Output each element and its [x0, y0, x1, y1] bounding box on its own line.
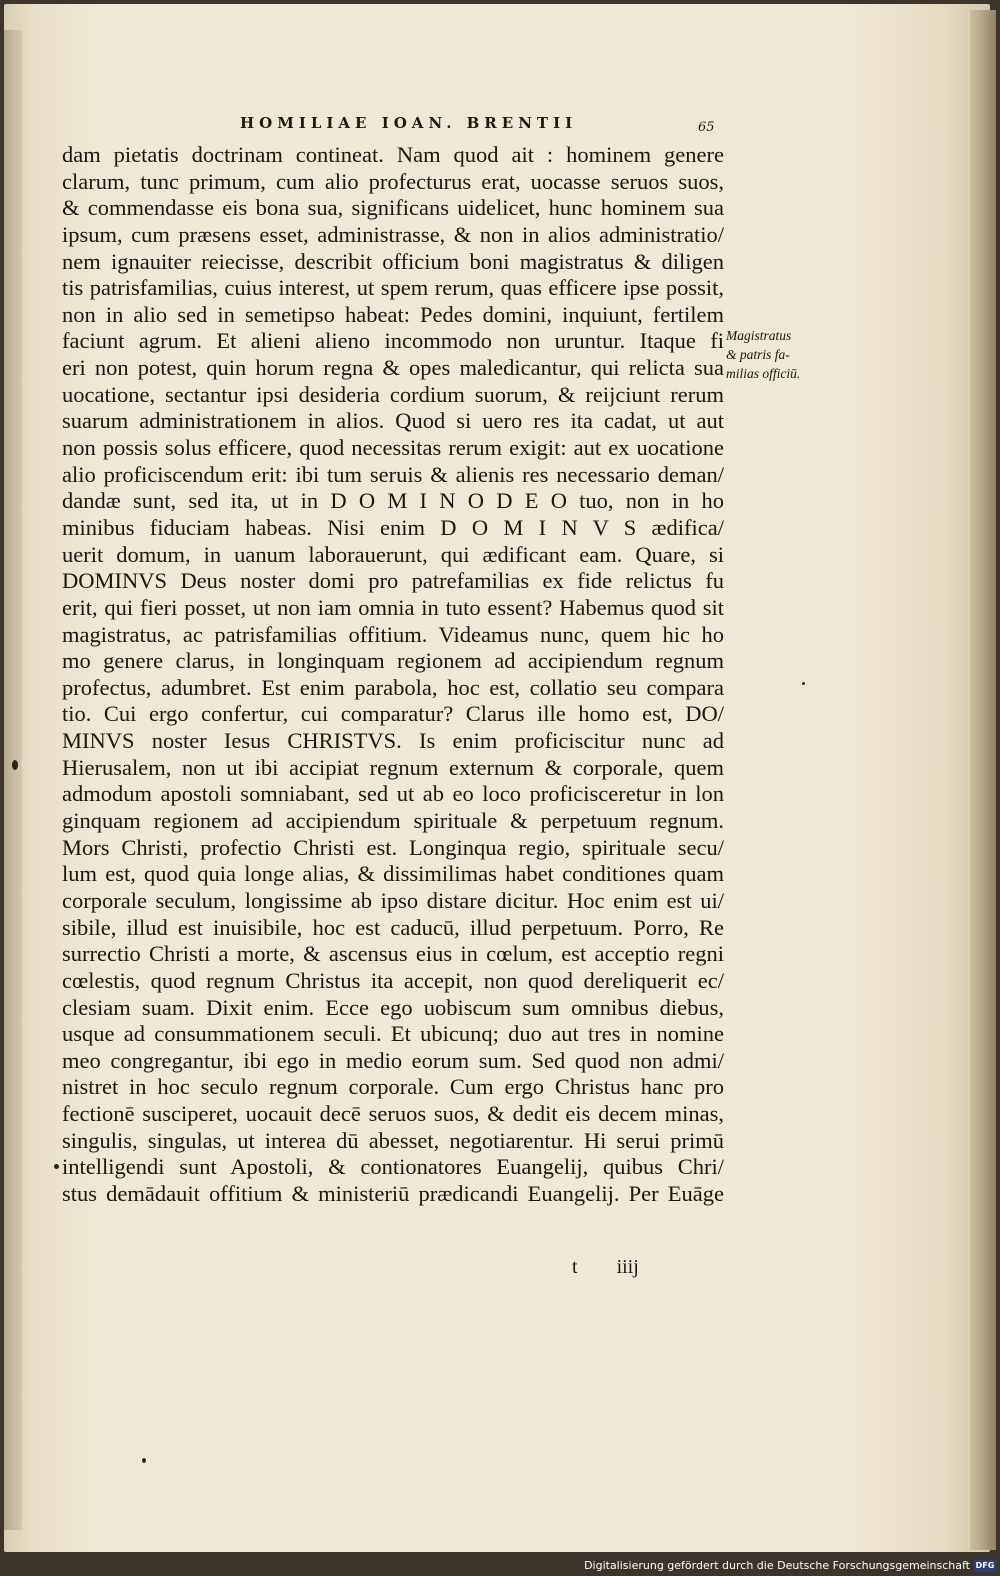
marginal-note-line: Magistratus	[726, 328, 792, 343]
dfg-logo: DFG	[975, 1561, 995, 1570]
text-line: dam pietatis doctrinam contineat. Nam quod ait : hominem genere	[62, 142, 724, 167]
text-line: stus demādauit offitium & ministeriū prædicandi Euangelij. Per Euāge	[62, 1180, 724, 1206]
ink-spot	[142, 1458, 146, 1463]
text-line: clesiam suam. Dixit enim. Ecce ego uobiscum sum omnibus diebus,	[62, 994, 724, 1020]
text-line: erit, qui fieri posset, ut non iam omnia in tuto essent? Habemus quod sit	[62, 594, 724, 620]
text-line: tio. Cui ergo confertur, cui comparatur? Clarus ille homo est, DO/	[62, 701, 724, 727]
ink-spot	[54, 1164, 59, 1169]
page-edge	[970, 10, 996, 1550]
text-line: tis patrisfamilias, cuius interest, ut spem rerum, quas efficere ipse possit,	[62, 275, 724, 301]
text-line: non in alio sed in semetipso habeat: Pedes domini, inquiunt, fertilem	[62, 301, 724, 327]
marginal-note-line: & patris fa-	[726, 347, 790, 362]
text-line: sibile, illud est inuisibile, hoc est caducū, illud perpetuum. Porro, Re	[62, 914, 724, 940]
text-line: dandæ sunt, sed ita, ut in D O M I N O D E O tuo, non in ho	[62, 488, 724, 514]
text-line: admodum apostoli somniabant, sed ut ab eo loco proficisceretur in lon	[62, 781, 724, 807]
running-title: HOMILIAE IOAN. BRENTII	[240, 114, 578, 132]
text-line: uerit domum, in uanum laborauerunt, qui ædificant eam. Quare, si	[62, 541, 724, 567]
dfg-credit: Digitalisierung gefördert durch die Deutsche Forschungsgemeinschaft	[584, 1559, 970, 1572]
text-line: corporale seculum, longissime ab ipso distare dicitur. Hoc enim est ui/	[62, 887, 724, 913]
text-line: nem ignauiter reiecisse, describit officium boni magistratus & diligen	[62, 248, 724, 274]
text-line: nistret in hoc seculo regnum corporale. Cum ergo Christus hanc pro	[62, 1074, 724, 1100]
text-line: singulis, singulas, ut interea dū abesset, negotiarentur. Hi serui primū	[62, 1127, 724, 1153]
text-line: non possis solus efficere, quod necessitas rerum exigit: aut ex uocatione	[62, 435, 724, 461]
text-line: uocatione, sectantur ipsi desideria cordium suorum, & reijciunt rerum	[62, 381, 724, 407]
signature-mark	[572, 1256, 673, 1279]
text-line: Hierusalem, non ut ibi accipiat regnum externum & corporale, quem	[62, 754, 724, 780]
text-line: ginquam regionem ad accipiendum spirituale & perpetuum regnum.	[62, 808, 724, 834]
text-line: MINVS noster Iesus CHRISTVS. Is enim proficiscitur nunc ad	[62, 728, 724, 754]
text-line: usque ad consummationem seculi. Et ubicunq; duo aut tres in nomine	[62, 1021, 724, 1047]
text-line: fectionē susciperet, uocauit decē seruos suos, & dedit eis decem minas,	[62, 1101, 724, 1127]
marginal-note	[726, 326, 826, 383]
text-line: alio proficiscendum erit: ibi tum seruis & alienis res necessario deman/	[62, 461, 724, 487]
text-line: & commendasse eis bona sua, significans uidelicet, hunc hominem sua	[62, 195, 724, 221]
folio-number: 65	[698, 120, 715, 135]
text-line: intelligendi sunt Apostoli, & contionatores Euangelij, quibus Chri/	[62, 1154, 724, 1180]
text-line: ipsum, cum præsens esset, administrasse, & non in alios administratio/	[62, 221, 724, 247]
text-line: eri non potest, quin horum regna & opes maledicantur, qui relicta sua	[62, 355, 724, 381]
text-line: DOMINVS Deus noster domi pro patrefamilias ex fide relictus fu	[62, 568, 724, 594]
text-line: clarum, tunc primum, cum alio profecturus erat, uocasse seruos suos,	[62, 168, 724, 194]
marginal-note-line: milias officiū.	[726, 366, 801, 381]
text-line: suarum administrationem in alios. Quod si uero res ita cadat, ut aut	[62, 408, 724, 434]
ink-spot	[802, 682, 805, 685]
text-line: Mors Christi, profectio Christi est. Longinqua regio, spirituale secu/	[62, 834, 724, 860]
body-text	[62, 142, 724, 1208]
text-line: meo congregantur, ibi ego in medio eorum sum. Sed quod non admi/	[62, 1047, 724, 1073]
ink-spot	[12, 760, 18, 770]
page-binding-gutter	[4, 30, 22, 1530]
text-line: cœlestis, quod regnum Christus ita accepit, non quod dereliquerit ec/	[62, 967, 724, 993]
text-line: surrectio Christi a morte, & ascensus eius in cœlum, est acceptio regni	[62, 941, 724, 967]
text-line: minibus fiduciam habeas. Nisi enim D O M I N V S ædifica/	[62, 514, 724, 540]
text-line: profectus, adumbret. Est enim parabola, hoc est, collatio seu compara	[62, 674, 724, 700]
text-line: lum est, quod quia longe alias, & dissimilimas habet conditiones quam	[62, 861, 724, 887]
signature-numeral: iiij	[616, 1256, 639, 1278]
text-line: mo genere clarus, in longinquam regionem ad accipiendum regnum	[62, 648, 724, 674]
text-line: magistratus, ac patrisfamilias offitium. Videamus nunc, quem hic ho	[62, 621, 724, 647]
text-line: faciunt agrum. Et alieni alieno incommodo non uruntur. Itaque fi	[62, 328, 724, 354]
signature-letter: t	[572, 1256, 578, 1278]
